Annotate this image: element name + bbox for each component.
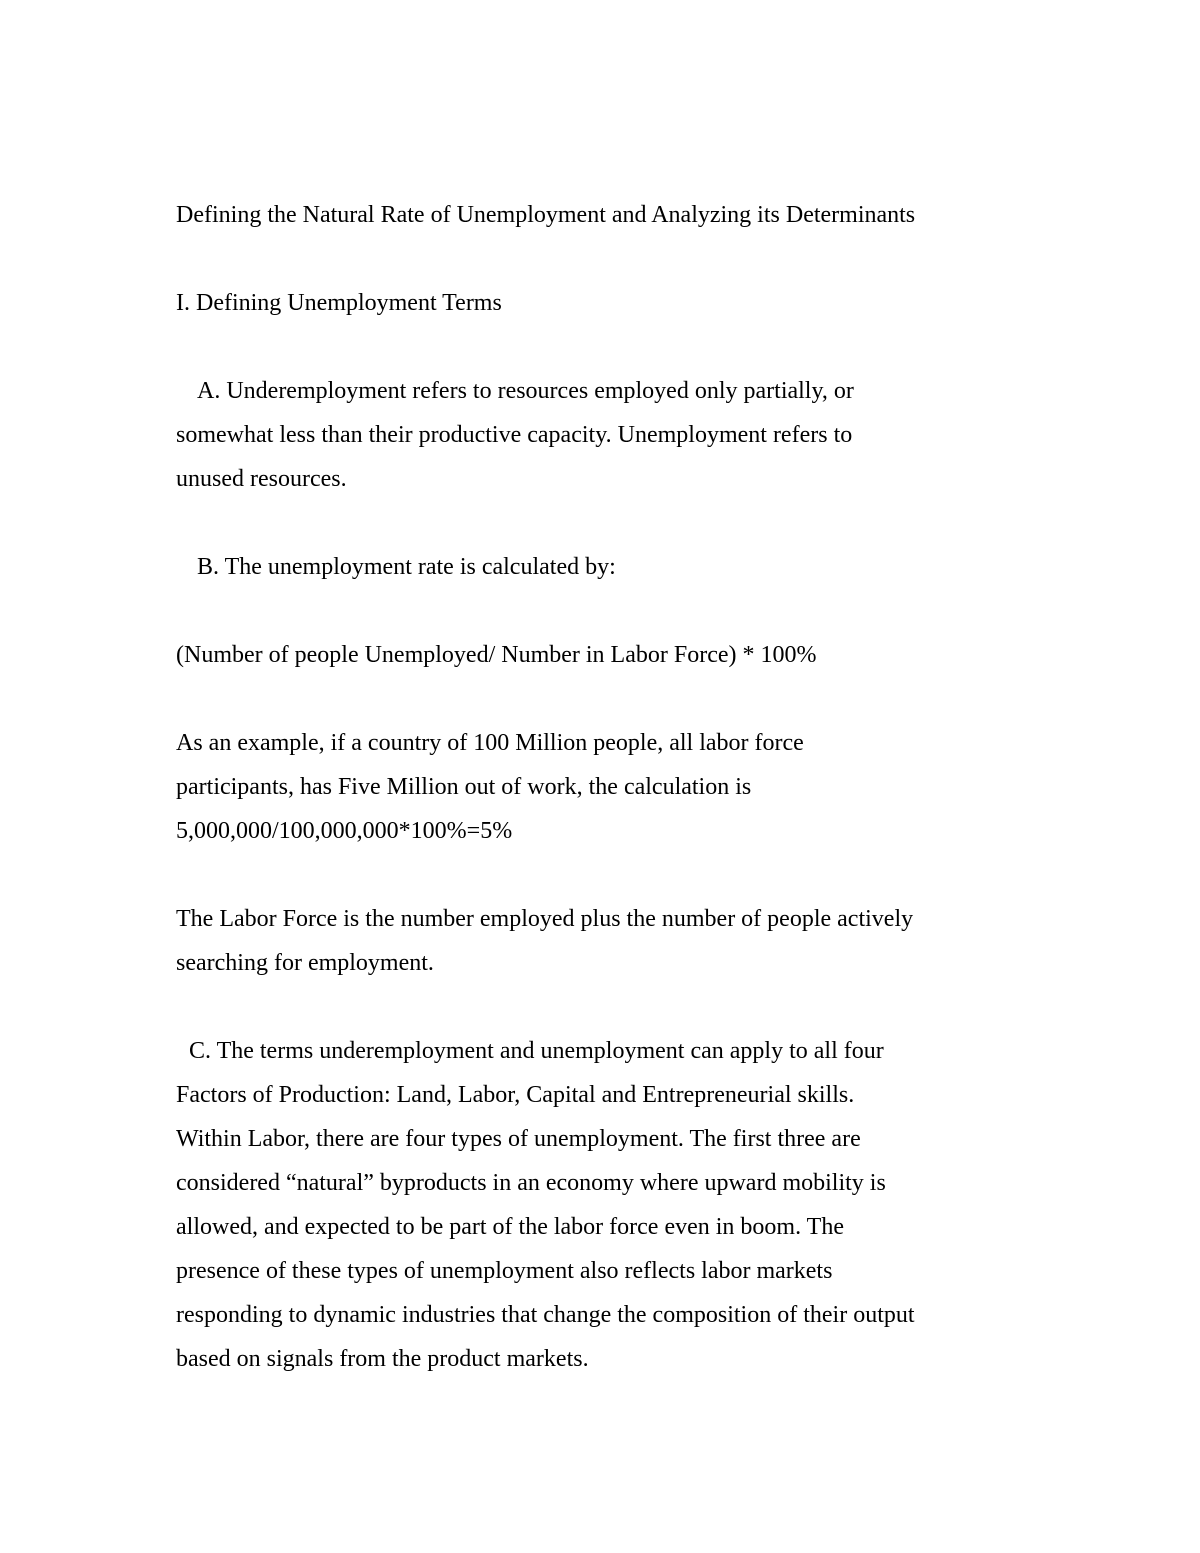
paragraph-c-line: Within Labor, there are four types of unemployment. The first three are — [176, 1126, 861, 1152]
labor-force-line: The Labor Force is the number employed plus the number of people actively — [176, 906, 914, 932]
section-heading — [176, 281, 1036, 325]
labor-force-line: searching for employment. — [176, 950, 434, 976]
paragraph-c-line: responding to dynamic industries that change the composition of their output — [176, 1302, 915, 1328]
example-line: 5,000,000/100,000,000*100%=5% — [176, 818, 513, 844]
paragraph-b — [176, 545, 1036, 589]
paragraph-c-line: presence of these types of unemployment also reflects labor markets — [176, 1258, 833, 1284]
example-line: participants, has Five Million out of work, the calculation is — [176, 774, 752, 800]
formula — [176, 633, 1036, 677]
section-heading-text: I. Defining Unemployment Terms — [176, 290, 502, 316]
example-paragraph — [176, 721, 1036, 853]
paragraph-c — [176, 1029, 1036, 1381]
paragraph-a-line: somewhat less than their productive capacity. Unemployment refers to — [176, 422, 853, 448]
example-line: As an example, if a country of 100 Million people, all labor force — [176, 730, 804, 756]
paragraph-c-line: considered “natural” byproducts in an economy where upward mobility is — [176, 1170, 886, 1196]
document-body — [176, 193, 1036, 1381]
paragraph-c-line: C. The terms underemployment and unemployment can apply to all four — [189, 1038, 884, 1064]
labor-force-definition — [176, 897, 1036, 985]
paragraph-a-line: unused resources. — [176, 466, 347, 492]
title-text: Defining the Natural Rate of Unemployment and Analyzing its Determinants — [176, 202, 916, 228]
paragraph-a-line: A. Underemployment refers to resources employed only partially, or — [197, 378, 854, 404]
paragraph-c-line: Factors of Production: Land, Labor, Capital and Entrepreneurial skills. — [176, 1082, 855, 1108]
paragraph-c-line: based on signals from the product markets. — [176, 1346, 589, 1372]
paragraph-a — [176, 369, 1036, 501]
formula-text: (Number of people Unemployed/ Number in Labor Force) * 100% — [176, 642, 817, 668]
paragraph-c-line: allowed, and expected to be part of the labor force even in boom. The — [176, 1214, 844, 1240]
paragraph-b-line: B. The unemployment rate is calculated by: — [197, 554, 616, 580]
document-title — [176, 193, 1036, 237]
